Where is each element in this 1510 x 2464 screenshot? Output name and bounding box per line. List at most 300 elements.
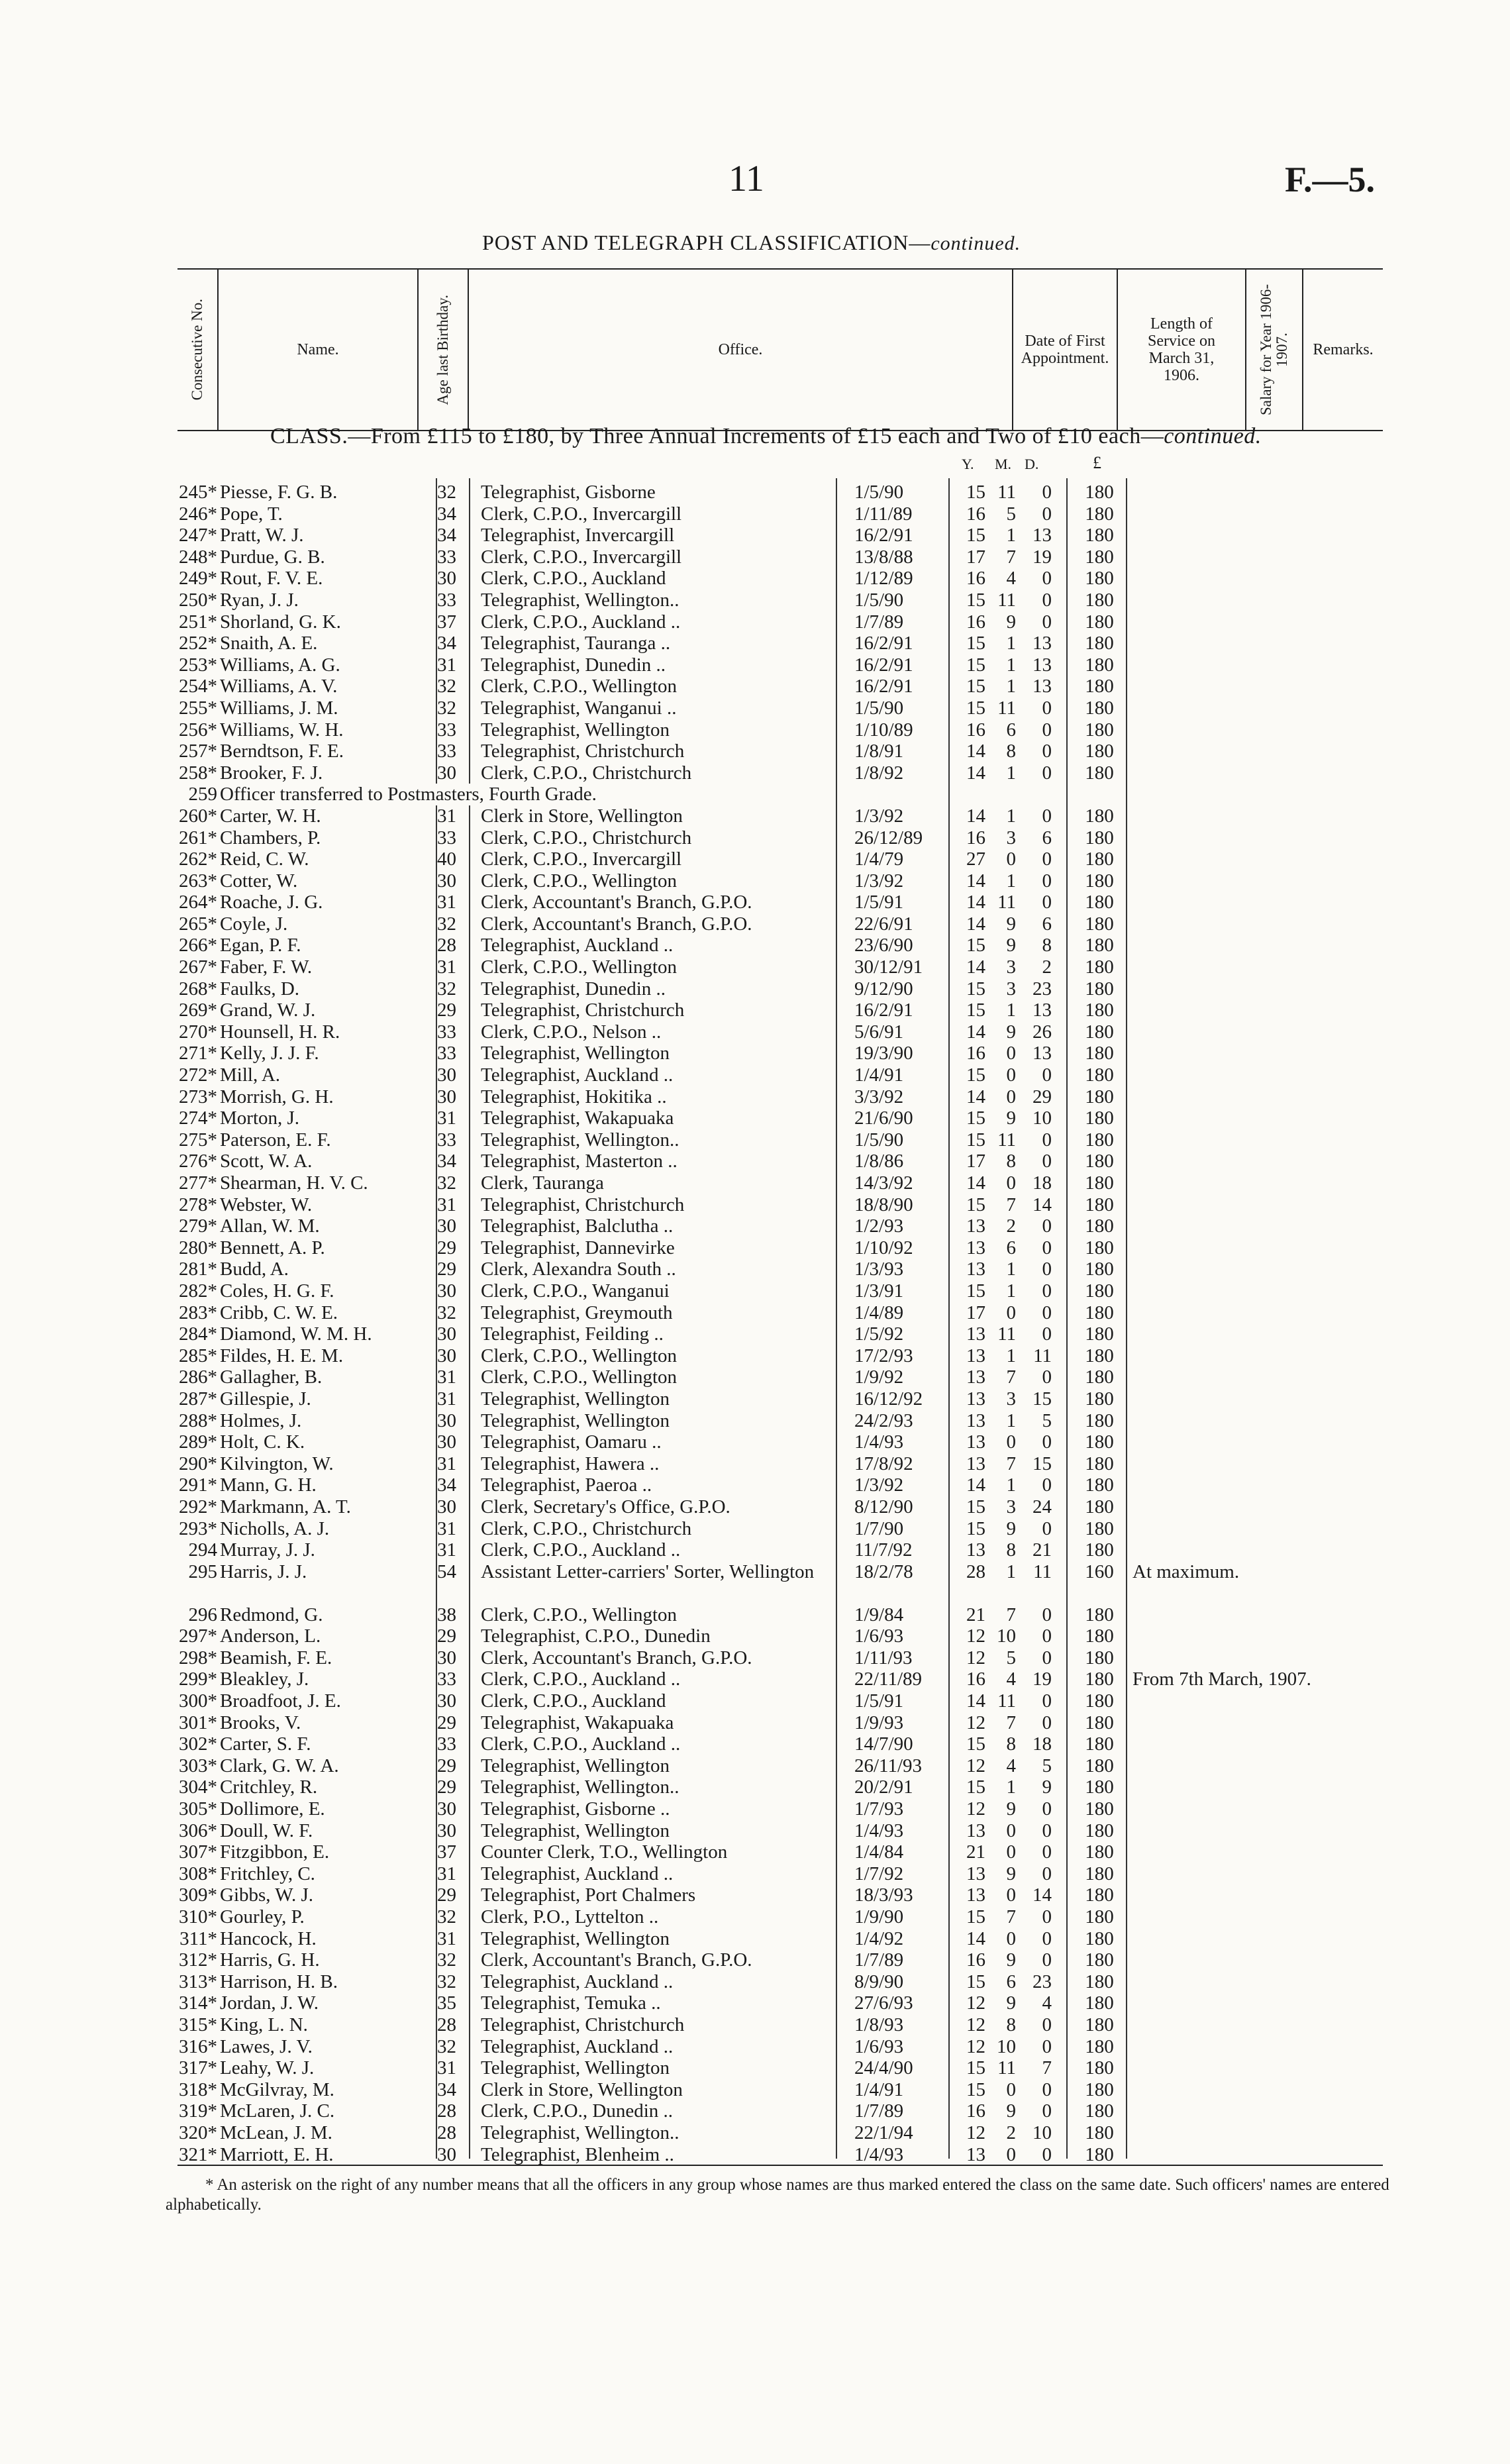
table-row (0, 590, 1510, 611)
row-date: 16/12/92 (854, 1388, 923, 1410)
row-days: 4 (1042, 1992, 1052, 2014)
table-row (0, 1820, 1510, 1842)
table-row (0, 1086, 1510, 1108)
table-row (0, 1043, 1510, 1064)
row-months: 0 (1006, 1884, 1016, 1906)
row-months: 4 (1006, 568, 1016, 590)
row-years: 16 (966, 568, 985, 590)
row-age: 30 (437, 1064, 456, 1086)
row-salary: 180 (1085, 935, 1114, 956)
row-number: 307* (179, 1841, 217, 1863)
row-days: 0 (1042, 611, 1052, 633)
row-salary: 180 (1085, 676, 1114, 697)
table-body (0, 482, 1510, 2165)
row-number: 263* (179, 870, 217, 892)
row-name: Doull, W. F. (220, 1820, 313, 1841)
row-days: 0 (1042, 1690, 1052, 1712)
row-days: 0 (1042, 503, 1052, 525)
row-date: 1/7/89 (854, 611, 904, 633)
row-salary: 180 (1085, 1733, 1114, 1755)
row-age: 32 (437, 1302, 456, 1323)
table-row (0, 1841, 1510, 1863)
row-name: Holmes, J. (220, 1410, 302, 1431)
row-months: 8 (1006, 1539, 1016, 1561)
row-salary: 180 (1085, 1820, 1114, 1841)
row-name: Bennett, A. P. (220, 1237, 325, 1258)
row-days: 0 (1042, 1841, 1052, 1863)
row-salary: 180 (1085, 1690, 1114, 1712)
table-row (0, 546, 1510, 568)
row-date: 1/4/79 (854, 848, 904, 870)
row-number: 284* (179, 1323, 217, 1345)
row-years: 12 (966, 2122, 985, 2143)
row-age: 31 (437, 654, 456, 676)
row-office: Clerk, Accountant's Branch, G.P.O. (481, 892, 752, 913)
row-age: 33 (437, 719, 456, 741)
row-age: 34 (437, 1474, 456, 1496)
row-note: Officer transferred to Postmasters, Fourth Grade. (220, 784, 816, 805)
row-months: 7 (1006, 1604, 1016, 1625)
row-date: 16/2/91 (854, 633, 913, 654)
row-number: 298* (179, 1647, 217, 1668)
row-number: 268* (179, 978, 217, 1000)
row-number: 321* (179, 2143, 217, 2165)
table-row (0, 1280, 1510, 1302)
row-age: 32 (437, 1971, 456, 1992)
row-number: 288* (179, 1410, 217, 1431)
row-name: Nicholls, A. J. (220, 1517, 330, 1539)
row-salary: 180 (1085, 892, 1114, 913)
row-date: 14/7/90 (854, 1733, 913, 1755)
row-months: 7 (1006, 1366, 1016, 1388)
row-name: Mill, A. (220, 1064, 281, 1086)
row-number: 287* (179, 1388, 217, 1410)
row-number: 281* (179, 1258, 217, 1280)
row-office: Clerk, C.P.O., Auckland .. (481, 1733, 681, 1755)
row-number: 314* (179, 1992, 217, 2014)
row-age: 37 (437, 1841, 456, 1863)
row-number: 278* (179, 1194, 217, 1215)
row-number: 319* (179, 2100, 217, 2122)
row-name: Williams, W. H. (220, 719, 344, 741)
table-bottom-rule (177, 2165, 1383, 2166)
table-row (0, 1474, 1510, 1496)
row-date: 16/2/91 (854, 676, 913, 697)
row-salary: 180 (1085, 1172, 1114, 1194)
row-office: Telegraphist, Auckland .. (481, 935, 674, 956)
row-name: Purdue, G. B. (220, 546, 325, 568)
row-office: Telegraphist, Christchurch (481, 1194, 685, 1215)
row-years: 13 (966, 1431, 985, 1453)
row-salary: 180 (1085, 741, 1114, 762)
row-days: 9 (1042, 1776, 1052, 1798)
row-months: 8 (1006, 1151, 1016, 1172)
row-months: 0 (1006, 1043, 1016, 1064)
row-days: 13 (1032, 525, 1052, 546)
row-days: 0 (1042, 2143, 1052, 2165)
row-years: 12 (966, 1712, 985, 1733)
row-number: 265* (179, 913, 217, 935)
row-office: Telegraphist, Port Chalmers (481, 1884, 696, 1906)
row-days: 5 (1042, 1410, 1052, 1431)
row-name: Carter, S. F. (220, 1733, 311, 1755)
row-salary: 180 (1085, 848, 1114, 870)
row-number: 276* (179, 1151, 217, 1172)
table-row (0, 1539, 1510, 1561)
row-office: Telegraphist, Wakapuaka (481, 1712, 674, 1733)
row-date: 17/2/93 (854, 1345, 913, 1366)
row-number: 280* (179, 1237, 217, 1258)
row-years: 13 (966, 1388, 985, 1410)
row-salary: 180 (1085, 762, 1114, 784)
row-salary: 180 (1085, 1798, 1114, 1820)
table-row (0, 1194, 1510, 1216)
row-months: 9 (1006, 1863, 1016, 1884)
row-number: 264* (179, 892, 217, 913)
row-name: Fitzgibbon, E. (220, 1841, 330, 1863)
row-number: 259 (188, 784, 217, 805)
row-number: 252* (179, 633, 217, 654)
row-number: 316* (179, 2035, 217, 2057)
row-name: Williams, A. V. (220, 676, 338, 697)
row-years: 14 (966, 1474, 985, 1496)
row-salary: 180 (1085, 1194, 1114, 1215)
row-years: 15 (966, 676, 985, 697)
row-number: 290* (179, 1453, 217, 1474)
table-row (0, 762, 1510, 784)
table-row (0, 611, 1510, 633)
row-age: 31 (437, 1107, 456, 1129)
table-row (0, 1992, 1510, 2014)
row-date: 5/6/91 (854, 1021, 904, 1043)
row-name: Murray, J. J. (220, 1539, 315, 1561)
row-salary: 180 (1085, 1280, 1114, 1302)
row-months: 1 (1006, 525, 1016, 546)
row-age: 31 (437, 805, 456, 827)
header-pounds: £ (1093, 453, 1101, 472)
row-name: King, L. N. (220, 2014, 308, 2035)
row-years: 14 (966, 762, 985, 784)
row-months: 1 (1006, 870, 1016, 892)
row-days: 0 (1042, 1949, 1052, 1971)
table-row (0, 935, 1510, 956)
row-years: 12 (966, 2014, 985, 2035)
row-months: 11 (997, 2057, 1016, 2079)
row-office: Clerk, C.P.O., Christchurch (481, 762, 692, 784)
row-date: 21/6/90 (854, 1107, 913, 1129)
table-row (0, 1561, 1510, 1604)
row-salary: 180 (1085, 1258, 1114, 1280)
row-months: 9 (1006, 1798, 1016, 1820)
row-date: 8/12/90 (854, 1496, 913, 1517)
row-months: 1 (1006, 1561, 1016, 1582)
table-row (0, 1906, 1510, 1928)
row-office: Telegraphist, Gisborne .. (481, 1798, 670, 1820)
table-row (0, 676, 1510, 697)
row-years: 15 (966, 1194, 985, 1215)
row-days: 29 (1032, 1086, 1052, 1107)
table-row (0, 956, 1510, 978)
row-age: 30 (437, 1798, 456, 1820)
row-number: 306* (179, 1820, 217, 1841)
row-days: 14 (1032, 1194, 1052, 1215)
table-row (0, 2014, 1510, 2036)
table-row (0, 1518, 1510, 1540)
row-name: Kelly, J. J. F. (220, 1043, 319, 1064)
row-days: 10 (1032, 2122, 1052, 2143)
row-office: Telegraphist, Auckland .. (481, 1863, 674, 1884)
table-row (0, 1884, 1510, 1906)
row-name: Pope, T. (220, 503, 283, 525)
table-row (0, 784, 1510, 805)
row-days: 0 (1042, 870, 1052, 892)
row-date: 13/8/88 (854, 546, 913, 568)
row-days: 0 (1042, 762, 1052, 784)
row-months: 7 (1006, 1712, 1016, 1733)
row-date: 1/3/92 (854, 805, 904, 827)
row-days: 19 (1032, 546, 1052, 568)
row-years: 14 (966, 1172, 985, 1194)
row-age: 28 (437, 2014, 456, 2035)
row-age: 31 (437, 1539, 456, 1561)
row-age: 33 (437, 1043, 456, 1064)
row-name: Cotter, W. (220, 870, 298, 892)
row-name: Coyle, J. (220, 913, 288, 935)
row-months: 7 (1006, 1194, 1016, 1215)
header-salary: Salary for Year 1906-1907. (1246, 270, 1303, 430)
row-salary: 180 (1085, 1388, 1114, 1410)
row-salary: 180 (1085, 1517, 1114, 1539)
row-office: Telegraphist, Wellington.. (481, 589, 680, 611)
row-number: 300* (179, 1690, 217, 1712)
row-age: 30 (437, 1323, 456, 1345)
row-date: 1/5/90 (854, 697, 904, 719)
row-days: 0 (1042, 892, 1052, 913)
table-row (0, 633, 1510, 654)
row-salary: 180 (1085, 1863, 1114, 1884)
row-office: Telegraphist, Dunedin .. (481, 978, 666, 1000)
row-age: 31 (437, 956, 456, 978)
row-date: 1/8/91 (854, 741, 904, 762)
header-age: Age last Birthday. (419, 270, 469, 430)
row-date: 16/2/91 (854, 654, 913, 676)
row-years: 15 (966, 525, 985, 546)
row-years: 13 (966, 1323, 985, 1345)
row-years: 13 (966, 1884, 985, 1906)
row-office: Clerk, C.P.O., Invercargill (481, 848, 682, 870)
row-months: 8 (1006, 741, 1016, 762)
row-date: 1/3/93 (854, 1258, 904, 1280)
row-number: 299* (179, 1668, 217, 1690)
row-name: Carter, W. H. (220, 805, 321, 827)
row-name: Cribb, C. W. E. (220, 1302, 338, 1323)
row-office: Telegraphist, Hawera .. (481, 1453, 660, 1474)
row-salary: 180 (1085, 1971, 1114, 1992)
row-salary: 180 (1085, 1000, 1114, 1021)
row-age: 54 (437, 1561, 456, 1582)
row-salary: 180 (1085, 503, 1114, 525)
row-years: 17 (966, 546, 985, 568)
row-age: 28 (437, 2100, 456, 2122)
row-office: Clerk, C.P.O., Christchurch (481, 827, 692, 848)
row-office: Telegraphist, Feilding .. (481, 1323, 664, 1345)
row-office: Clerk, C.P.O., Auckland .. (481, 1668, 681, 1690)
row-days: 0 (1042, 1798, 1052, 1820)
row-office: Telegraphist, Christchurch (481, 1000, 685, 1021)
row-age: 35 (437, 1992, 456, 2014)
row-days: 0 (1042, 719, 1052, 741)
row-number: 312* (179, 1949, 217, 1971)
row-salary: 180 (1085, 1453, 1114, 1474)
row-date: 16/2/91 (854, 1000, 913, 1021)
row-years: 16 (966, 1043, 985, 1064)
row-age: 30 (437, 1820, 456, 1841)
row-months: 9 (1006, 1107, 1016, 1129)
row-age: 29 (437, 1712, 456, 1733)
row-days: 0 (1042, 1215, 1052, 1237)
row-office: Telegraphist, Greymouth (481, 1302, 673, 1323)
row-date: 1/7/89 (854, 1949, 904, 1971)
row-salary: 180 (1085, 1927, 1114, 1949)
row-office: Telegraphist, Wellington (481, 1820, 670, 1841)
row-salary: 180 (1085, 978, 1114, 1000)
row-date: 1/4/84 (854, 1841, 904, 1863)
row-office: Telegraphist, Dannevirke (481, 1237, 675, 1258)
row-salary: 180 (1085, 1668, 1114, 1690)
row-months: 6 (1006, 719, 1016, 741)
class-heading: CLASS.—From £115 to £180, by Three Annual Increments of £15 each and Two of £10 each—continued. (270, 424, 1262, 448)
row-date: 18/8/90 (854, 1194, 913, 1215)
table-row (0, 1064, 1510, 1086)
table-row (0, 1928, 1510, 1950)
row-days: 0 (1042, 2014, 1052, 2035)
row-months: 9 (1006, 1949, 1016, 1971)
row-office: Assistant Letter-carriers' Sorter, Wellington (481, 1561, 815, 1582)
table-row (0, 1604, 1510, 1626)
row-number: 251* (179, 611, 217, 633)
row-name: Faber, F. W. (220, 956, 313, 978)
row-date: 1/10/89 (854, 719, 913, 741)
row-number: 301* (179, 1712, 217, 1733)
row-number: 302* (179, 1733, 217, 1755)
table-row (0, 525, 1510, 546)
row-age: 32 (437, 978, 456, 1000)
row-number: 297* (179, 1625, 217, 1647)
row-years: 16 (966, 1668, 985, 1690)
row-date: 1/4/93 (854, 1820, 904, 1841)
row-date: 11/7/92 (854, 1539, 913, 1561)
row-salary: 180 (1085, 697, 1114, 719)
row-days: 15 (1032, 1388, 1052, 1410)
table-row (0, 1021, 1510, 1043)
row-salary: 180 (1085, 1712, 1114, 1733)
row-salary: 180 (1085, 956, 1114, 978)
row-days: 24 (1032, 1496, 1052, 1517)
row-years: 15 (966, 1971, 985, 1992)
row-name: Shorland, G. K. (220, 611, 341, 633)
table-row (0, 2079, 1510, 2101)
row-days: 0 (1042, 1323, 1052, 1345)
row-age: 40 (437, 848, 456, 870)
row-salary: 180 (1085, 1496, 1114, 1517)
row-date: 18/2/78 (854, 1561, 913, 1582)
row-date: 1/8/86 (854, 1151, 904, 1172)
row-months: 9 (1006, 935, 1016, 956)
row-months: 11 (997, 589, 1016, 611)
row-office: Clerk, C.P.O., Christchurch (481, 1517, 692, 1539)
table-row (0, 913, 1510, 935)
row-name: McLaren, J. C. (220, 2100, 335, 2122)
row-age: 33 (437, 1021, 456, 1043)
row-age: 29 (437, 1755, 456, 1776)
row-name: Coles, H. G. F. (220, 1280, 334, 1302)
row-months: 0 (1006, 1302, 1016, 1323)
row-number: 308* (179, 1863, 217, 1884)
row-name: Rout, F. V. E. (220, 568, 323, 590)
row-days: 0 (1042, 1517, 1052, 1539)
row-office: Telegraphist, Wellington (481, 1410, 670, 1431)
table-row (0, 741, 1510, 762)
row-months: 5 (1006, 503, 1016, 525)
row-days: 13 (1032, 1000, 1052, 1021)
table-row (0, 697, 1510, 719)
table-row (0, 1000, 1510, 1021)
row-office: Clerk, Tauranga (481, 1172, 604, 1194)
row-date: 18/3/93 (854, 1884, 913, 1906)
row-days: 0 (1042, 1712, 1052, 1733)
table-row (0, 1496, 1510, 1518)
table-header (177, 268, 1383, 431)
row-salary: 180 (1085, 1841, 1114, 1863)
row-days: 0 (1042, 1064, 1052, 1086)
row-date: 1/9/84 (854, 1604, 904, 1625)
row-days: 0 (1042, 1431, 1052, 1453)
row-days: 0 (1042, 1474, 1052, 1496)
row-days: 0 (1042, 2079, 1052, 2100)
row-office: Clerk, C.P.O., Dunedin .. (481, 2100, 673, 2122)
row-years: 27 (966, 848, 985, 870)
row-name: Diamond, W. M. H. (220, 1323, 372, 1345)
row-number: 271* (179, 1043, 217, 1064)
row-age: 30 (437, 762, 456, 784)
row-age: 30 (437, 1086, 456, 1107)
row-age: 34 (437, 503, 456, 525)
row-salary: 180 (1085, 2143, 1114, 2165)
row-years: 13 (966, 1345, 985, 1366)
row-salary: 180 (1085, 2100, 1114, 2122)
row-number: 257* (179, 741, 217, 762)
row-age: 32 (437, 676, 456, 697)
row-date: 1/11/93 (854, 1647, 913, 1668)
row-salary: 180 (1085, 1129, 1114, 1151)
header-months: M. (995, 456, 1012, 472)
row-office: Telegraphist, Gisborne (481, 482, 656, 503)
table-row (0, 2122, 1510, 2144)
table-row (0, 1258, 1510, 1280)
row-months: 0 (1006, 1431, 1016, 1453)
table-row (0, 1647, 1510, 1669)
row-office: Clerk, C.P.O., Auckland .. (481, 611, 681, 633)
row-days: 15 (1032, 1453, 1052, 1474)
header-length: Length of Service on March 31, 1906. (1118, 270, 1246, 430)
row-number: 289* (179, 1431, 217, 1453)
row-number: 249* (179, 568, 217, 590)
row-age: 34 (437, 633, 456, 654)
row-name: Scott, W. A. (220, 1151, 313, 1172)
row-date: 1/7/92 (854, 1863, 904, 1884)
row-number: 296 (188, 1604, 217, 1625)
row-office: Telegraphist, Wellington.. (481, 2122, 680, 2143)
